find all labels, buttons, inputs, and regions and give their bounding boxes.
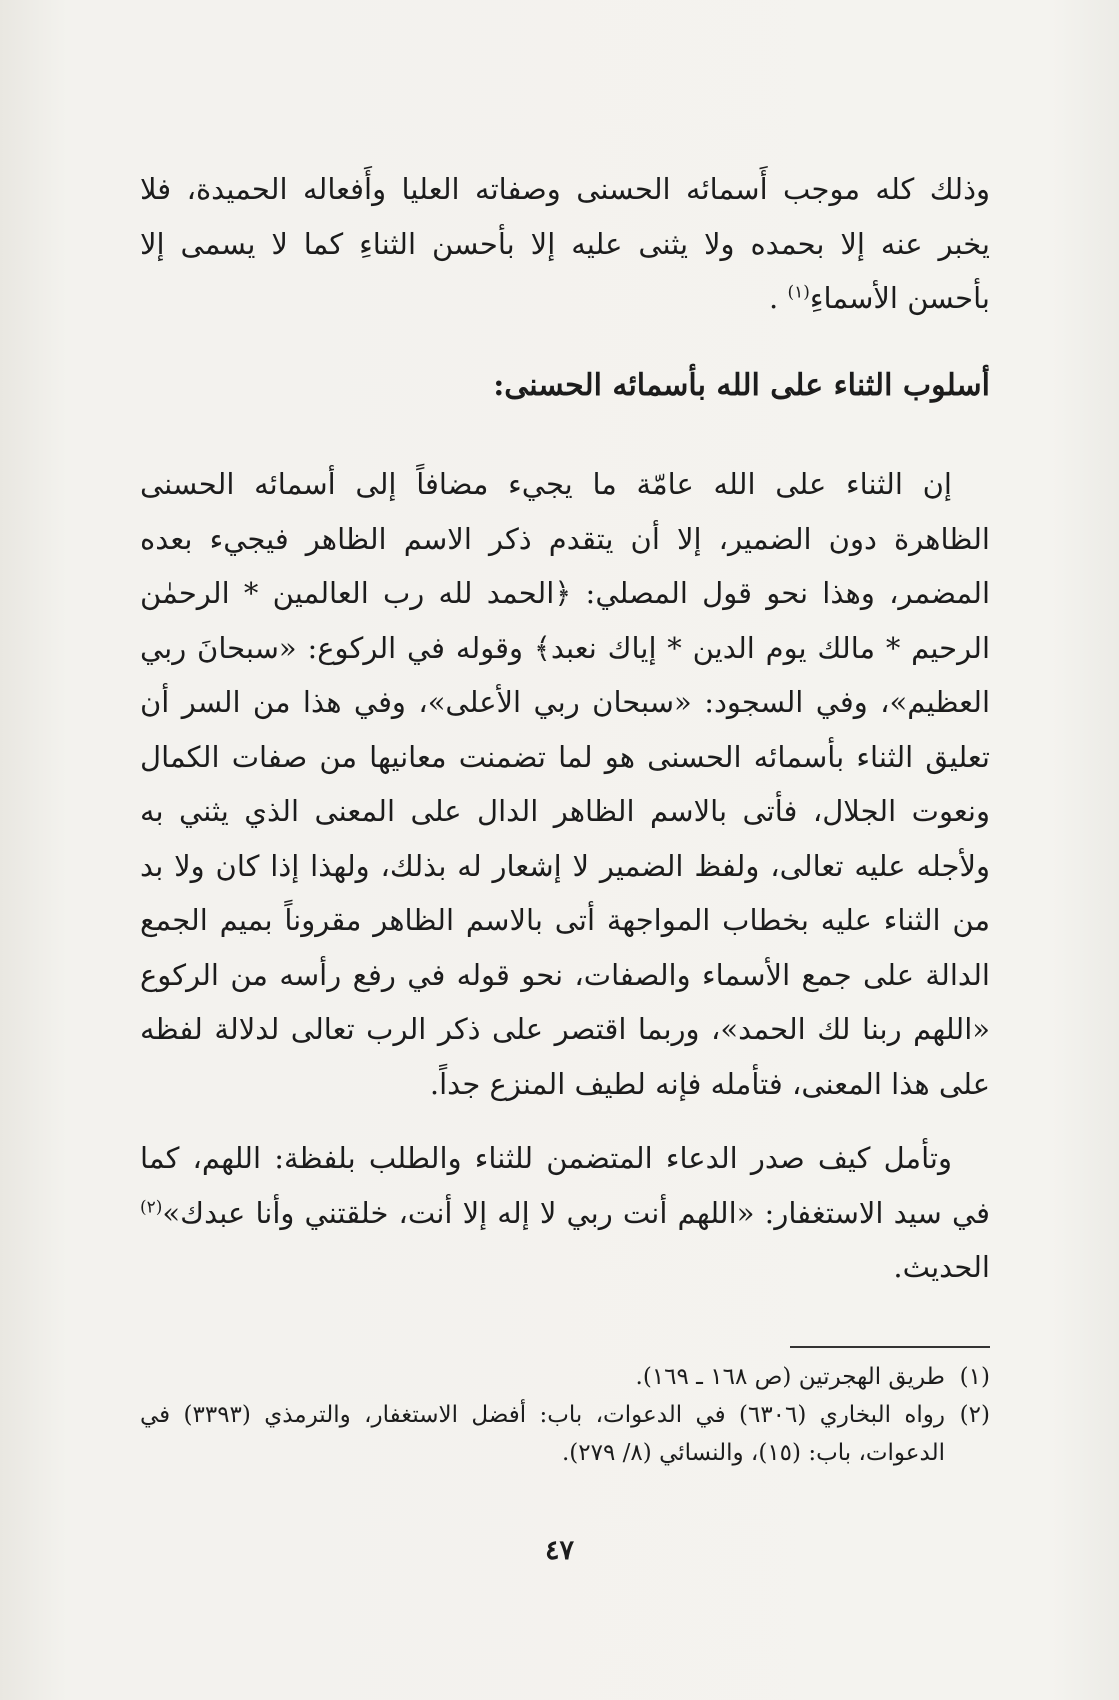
footnote-ref-1[interactable]: (١) [787, 282, 810, 303]
footnote-number: (٢) [959, 1402, 990, 1428]
footnote-divider [790, 1346, 990, 1348]
footnote-text: طريق الهجرتين (ص ١٦٨ ـ ١٦٩). [635, 1364, 945, 1390]
page-number: ٤٧ [544, 1535, 574, 1566]
footnotes [140, 1358, 990, 1472]
paragraph-3-end: الحديث. [893, 1250, 990, 1284]
footnote-2 [140, 1396, 990, 1472]
paragraph-1-text: وذلك كله موجب أَسمائه الحسنى وصفاته العليا وأَفعاله الحميدة، فلا يخبر عنه إلا بحمده ولا يثنى عليه إلا بأحسن الثناءِ كما لا يسمى إلا بأحسن الأسماءِ [140, 172, 990, 315]
paragraph-3 [140, 1131, 990, 1295]
footnote-number: (١) [959, 1364, 990, 1390]
section-heading: أسلوب الثناء على الله بأسمائه الحسنى: [493, 368, 990, 403]
paragraph-1 [140, 162, 990, 326]
paragraph-1-end: . [769, 281, 788, 315]
paragraph-3-text: وتأمل كيف صدر الدعاء المتضمن للثناء والطلب بلفظة: اللهم، كما في سيد الاستغفار: «اللهم أنت ربي لا إله إلا أنت، خلقتني وأنا عبدك» [140, 1141, 990, 1230]
footnote-text: رواه البخاري (٦٣٠٦) في الدعوات، باب: أفضل الاستغفار، والترمذي (٣٣٩٣) في الدعوات، باب: (١٥)، والنسائي (٨/ ٢٧٩). [140, 1402, 945, 1466]
footnote-1 [140, 1358, 990, 1396]
footnote-ref-2[interactable]: (٢) [140, 1196, 163, 1217]
paragraph-2: إن الثناء على الله عامّة ما يجيء مضافاً إلى أسمائه الحسنى الظاهرة دون الضمير، إلا أن يتقدم ذكر الاسم الظاهر فيجيء بعده المضمر، وهذا نحو قول المصلي: ﴿الحمد لله رب العالمين * الرحمٰن الرحيم * مالك يوم الدين * إياك نعبد﴾ وقوله في الركوع: «سبحانَ ربي العظيم»، وفي السجود: «سبحان ربي الأعلى»، وفي هذا من السر أن تعليق الثناء بأسمائه الحسنى هو لما تضمنت معانيها من صفات الكمال ونعوت الجلال، فأتى بالاسم الظاهر الدال على المعنى الذي يثني به ولأجله عليه تعالى، ولفظ الضمير لا إشعار له بذلك، ولهذا إذا كان ولا بد من الثناء عليه بخطاب المواجهة أتى بالاسم الظاهر مقروناً بميم الجمع الدالة على جمع الأسماء والصفات، نحو قوله في رفع رأسه من الركوع «اللهم ربنا لك الحمد»، وربما اقتصر على ذكر الرب تعالى لدلالة لفظه على هذا المعنى، فتأمله فإنه لطيف المنزع جداً. [140, 467, 990, 1101]
